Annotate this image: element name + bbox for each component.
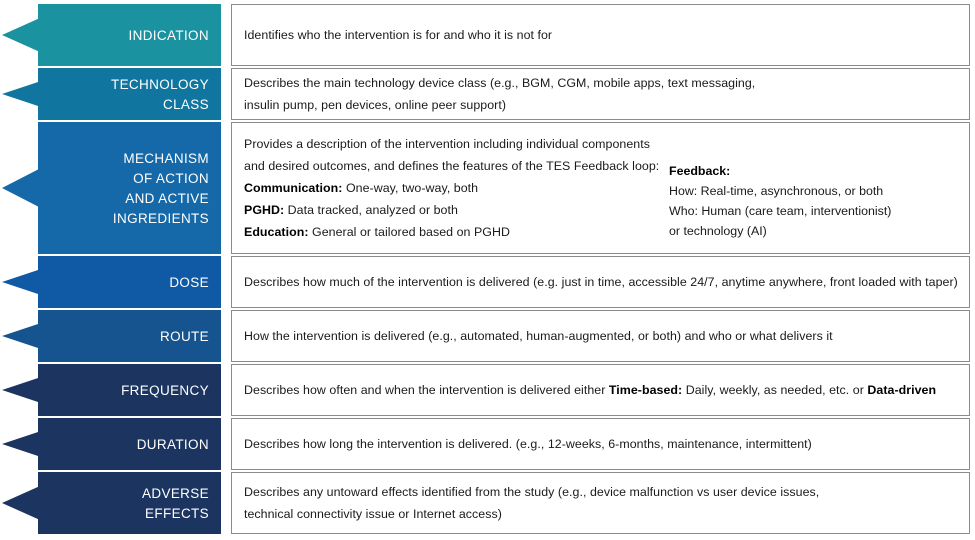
panel-main-column xyxy=(244,325,969,347)
panel-inner xyxy=(244,271,969,293)
item-term: PGHD: xyxy=(244,203,285,217)
description-line: insulin pump, pen devices, online peer support) xyxy=(244,98,507,112)
chevron-label-line: INGREDIENTS xyxy=(112,210,209,226)
description-line: Provides a description of the intervention including individual components xyxy=(244,137,650,151)
framework-row-dose xyxy=(0,256,975,308)
panel-inner xyxy=(244,325,969,347)
panel-main-column xyxy=(244,433,969,455)
chevron-mechanism-of-action xyxy=(0,122,221,254)
description-item-communication xyxy=(244,177,669,199)
panel-inner xyxy=(244,24,969,46)
panel-inner xyxy=(244,481,969,525)
panel-main-column xyxy=(244,133,669,243)
chevron-frequency xyxy=(0,364,221,416)
chevron-shape xyxy=(0,310,221,362)
framework-row-duration xyxy=(0,418,975,470)
chevron-label-line: INDICATION xyxy=(128,27,209,43)
panel-inner xyxy=(244,133,969,243)
chevron-adverse-effects xyxy=(0,472,221,534)
description-panel-frequency xyxy=(231,364,970,416)
description-line: Identifies who the intervention is for and who it is not for xyxy=(244,28,553,42)
description-line: and desired outcomes, and defines the features of the TES Feedback loop: xyxy=(244,159,660,173)
chevron-shape xyxy=(0,4,221,66)
chevron-indication xyxy=(0,4,221,66)
panel-inner xyxy=(244,433,969,455)
item-detail: General or tailored based on PGHD xyxy=(308,225,510,239)
chevron-label-line: CLASS xyxy=(162,96,209,112)
description-line: Describes the main technology device class (e.g., BGM, CGM, mobile apps, text messaging, xyxy=(244,76,756,90)
rich-segment: Describes how often and when the intervention is delivered either xyxy=(244,383,609,397)
description-panel-dose xyxy=(231,256,970,308)
description-line: How the intervention is delivered (e.g., automated, human-augmented, or both) and who or what delivers it xyxy=(244,329,833,343)
framework-row-mechanism-of-action xyxy=(0,122,975,254)
chevron-label-line: DOSE xyxy=(169,274,209,290)
description-panel-mechanism-of-action xyxy=(231,122,970,254)
framework-row-frequency xyxy=(0,364,975,416)
panel-main-column xyxy=(244,72,969,116)
chevron-label-line: AND ACTIVE xyxy=(125,190,209,206)
description-item-education xyxy=(244,221,669,243)
panel-main-column xyxy=(244,24,969,46)
rich-segment-bold: Time-based: xyxy=(608,383,683,397)
chevron-label-line: OF ACTION xyxy=(133,170,209,186)
panel-inner xyxy=(244,72,969,116)
chevron-dose xyxy=(0,256,221,308)
description-panel-adverse-effects xyxy=(231,472,970,534)
panel-main-column xyxy=(244,481,969,525)
chevron-shape xyxy=(0,256,221,308)
chevron-shape xyxy=(0,364,221,416)
feedback-line-technology: or technology (AI) xyxy=(669,224,767,238)
rich-segment-bold: Data-driven xyxy=(867,383,937,397)
item-term: Communication: xyxy=(244,181,343,195)
chevron-label-line: MECHANISM xyxy=(123,150,209,166)
rich-segment: Daily, weekly, as needed, etc. or xyxy=(682,383,868,397)
chevron-shape xyxy=(0,122,221,254)
panel-main-column xyxy=(244,379,969,401)
chevron-duration xyxy=(0,418,221,470)
item-detail: Data tracked, analyzed or both xyxy=(284,203,458,217)
feedback-heading: Feedback: xyxy=(669,164,731,178)
description-line: technical connectivity issue or Internet access) xyxy=(244,507,502,521)
chevron-label-line: FREQUENCY xyxy=(121,382,209,398)
chevron-technology-class xyxy=(0,68,221,120)
description-panel-duration xyxy=(231,418,970,470)
description-line: Describes any untoward effects identified from the study (e.g., device malfunction vs user device issues, xyxy=(244,485,820,499)
chevron-label-line: DURATION xyxy=(136,436,209,452)
chevron-label-line: EFFECTS xyxy=(145,505,209,521)
feedback-line-who: Who: Human (care team, interventionist) xyxy=(669,204,892,218)
description-line: Describes how much of the intervention is delivered (e.g. just in time, accessible 24/7, anytime anywhere, front loaded with taper) xyxy=(244,275,958,289)
framework-row-technology-class xyxy=(0,68,975,120)
panel-side-column-feedback xyxy=(669,133,969,241)
feedback-line-how: How: Real-time, asynchronous, or both xyxy=(669,184,884,198)
description-panel-indication xyxy=(231,4,970,66)
description-panel-route xyxy=(231,310,970,362)
chevron-label-line: TECHNOLOGY xyxy=(110,76,209,92)
item-detail: One-way, two-way, both xyxy=(342,181,479,195)
framework-row-indication xyxy=(0,4,975,66)
framework-row-route xyxy=(0,310,975,362)
chevron-shape xyxy=(0,68,221,120)
chevron-label-line: ROUTE xyxy=(160,328,209,344)
framework-row-adverse-effects xyxy=(0,472,975,534)
chevron-shape xyxy=(0,472,221,534)
description-panel-technology-class xyxy=(231,68,970,120)
description-line-rich xyxy=(244,379,969,401)
chevron-route xyxy=(0,310,221,362)
chevron-shape xyxy=(0,418,221,470)
panel-main-column xyxy=(244,271,969,293)
description-line: Describes how long the intervention is delivered. (e.g., 12-weeks, 6-months, maintenance, intermittent) xyxy=(244,437,812,451)
item-term: Education: xyxy=(244,225,309,239)
description-item-pghd xyxy=(244,199,669,221)
panel-inner xyxy=(244,379,969,401)
chevron-label-line: ADVERSE xyxy=(142,485,209,501)
